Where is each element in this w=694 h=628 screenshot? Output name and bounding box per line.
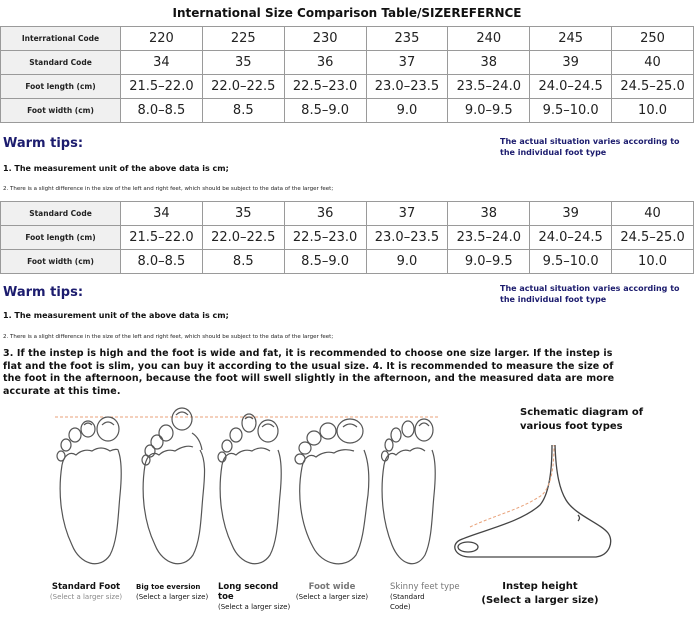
row-label: Foot width (cm): [1, 99, 121, 123]
table-cell: 36: [284, 51, 366, 75]
table-row: [1, 202, 694, 226]
table-cell: 24.0–24.5: [530, 75, 612, 99]
tip-unit-1: 1. The measurement unit of the above data is cm;: [3, 164, 229, 173]
caption-sub: (Standard Code): [390, 593, 425, 611]
table-cell: 8.5–9.0: [284, 99, 366, 123]
tip-instep-advice: 3. If the instep is high and the foot is wide and fat, it is recommended to choose one size larger. If the instep is flat and the foot is slim, you can buy it according to the usual size. 4. It is recommended to measure the size of the foot in the afternoon, because the foot will swell slightly in the afternoon, and the measured data are more accurate at this time.: [3, 348, 615, 397]
caption-title: Big toe eversion: [136, 583, 201, 591]
table-cell: 250: [612, 27, 694, 51]
table-cell: 22.0–22.5: [202, 226, 284, 250]
table-cell: 23.5–24.0: [448, 75, 530, 99]
table-row: [1, 99, 694, 123]
caption-big-toe-eversion: [136, 582, 214, 602]
table-cell: 40: [612, 51, 694, 75]
caption-standard-foot: [38, 582, 134, 602]
table-cell: 38: [448, 202, 530, 226]
caption-sub: (Select a larger size): [49, 593, 123, 601]
tip-unit-2: 1. The measurement unit of the above data is cm;: [3, 311, 229, 320]
table-row: [1, 27, 694, 51]
table-cell: 39: [530, 51, 612, 75]
schematic-title: Schematic diagram of various foot types: [520, 407, 644, 432]
table-cell: 22.0–22.5: [202, 75, 284, 99]
table-row: [1, 226, 694, 250]
table-cell: 9.5–10.0: [530, 250, 612, 274]
warm-tips-heading-2: Warm tips:: [3, 285, 84, 300]
table-cell: 220: [121, 27, 203, 51]
table-cell: 24.0–24.5: [530, 226, 612, 250]
tip-larger-foot-2: 2. There is a slight difference in the size of the left and right feet, which should be subject to the data of the larger feet;: [3, 334, 334, 340]
row-label: Foot length (cm): [1, 226, 121, 250]
table-cell: 34: [121, 202, 203, 226]
table-cell: 37: [366, 51, 448, 75]
size-table-1: [0, 26, 694, 123]
table-cell: 23.5–24.0: [448, 226, 530, 250]
row-label: Foot width (cm): [1, 250, 121, 274]
table-row: [1, 250, 694, 274]
table-cell: 21.5–22.0: [121, 226, 203, 250]
table-row: [1, 75, 694, 99]
caption-title: Standard Foot: [51, 582, 121, 592]
caption-sub: (Select a larger size): [218, 603, 291, 611]
table-cell: 34: [121, 51, 203, 75]
table-cell: 35: [202, 51, 284, 75]
caption-title: Foot wide: [308, 582, 356, 592]
table-cell: 24.5–25.0: [612, 226, 694, 250]
table-cell: 22.5–23.0: [284, 226, 366, 250]
table-cell: 40: [612, 202, 694, 226]
caption-instep-height: [470, 580, 610, 608]
table-cell: 235: [366, 27, 448, 51]
caption-foot-wide: [290, 582, 374, 602]
row-label: Standard Code: [1, 202, 121, 226]
caption-title: Instep height: [502, 581, 578, 592]
table-cell: 8.5: [202, 250, 284, 274]
row-label: Foot length (cm): [1, 75, 121, 99]
table-cell: 37: [366, 202, 448, 226]
big-toe-eversion-icon: [142, 408, 205, 564]
table-cell: 245: [530, 27, 612, 51]
warm-tips-heading-1: Warm tips:: [3, 136, 84, 151]
table-cell: 8.0–8.5: [121, 250, 203, 274]
table-title: International Size Comparison Table/SIZEREFERNCE: [172, 6, 522, 20]
table-cell: 8.0–8.5: [121, 99, 203, 123]
caption-title: Long second toe: [218, 582, 279, 602]
foot-type-note-1: The actual situation varies according to the individual foot type: [500, 137, 680, 157]
row-label: Interrational Code: [1, 27, 121, 51]
table-cell: 22.5–23.0: [284, 75, 366, 99]
table-cell: 230: [284, 27, 366, 51]
table-cell: 225: [202, 27, 284, 51]
table-cell: 10.0: [612, 250, 694, 274]
table-cell: 8.5: [202, 99, 284, 123]
table-cell: 9.0: [366, 99, 448, 123]
caption-title: Skinny feet type: [390, 582, 460, 592]
table-cell: 9.0: [366, 250, 448, 274]
table-cell: 38: [448, 51, 530, 75]
table-cell: 10.0: [612, 99, 694, 123]
caption-sub: (Select a larger size): [481, 595, 599, 606]
long-second-toe-icon: [218, 414, 281, 564]
table-cell: 23.0–23.5: [366, 75, 448, 99]
caption-sub: (Select a larger size): [295, 593, 369, 601]
table-cell: 23.0–23.5: [366, 226, 448, 250]
table-cell: 36: [284, 202, 366, 226]
table-cell: 9.5–10.0: [530, 99, 612, 123]
table-cell: 21.5–22.0: [121, 75, 203, 99]
instep-guide-line: [470, 445, 554, 527]
table-cell: 35: [202, 202, 284, 226]
size-table-2: [0, 201, 694, 274]
row-label: Standard Code: [1, 51, 121, 75]
table-cell: 9.0–9.5: [448, 250, 530, 274]
wide-foot-icon: [295, 419, 369, 564]
table-cell: 240: [448, 27, 530, 51]
caption-long-second-toe: [218, 582, 296, 612]
standard-foot-icon: [57, 417, 121, 564]
caption-skinny-feet: [390, 582, 468, 612]
foot-type-note-2: The actual situation varies according to the individual foot type: [500, 284, 680, 304]
tip-larger-foot-1: 2. There is a slight difference in the size of the left and right feet, which should be subject to the data of the larger feet;: [3, 186, 334, 192]
skinny-foot-icon: [382, 419, 436, 564]
caption-sub: (Select a larger size): [136, 593, 209, 601]
table-row: [1, 51, 694, 75]
table-cell: 8.5–9.0: [284, 250, 366, 274]
table-cell: 9.0–9.5: [448, 99, 530, 123]
table-cell: 24.5–25.0: [612, 75, 694, 99]
table-cell: 39: [530, 202, 612, 226]
